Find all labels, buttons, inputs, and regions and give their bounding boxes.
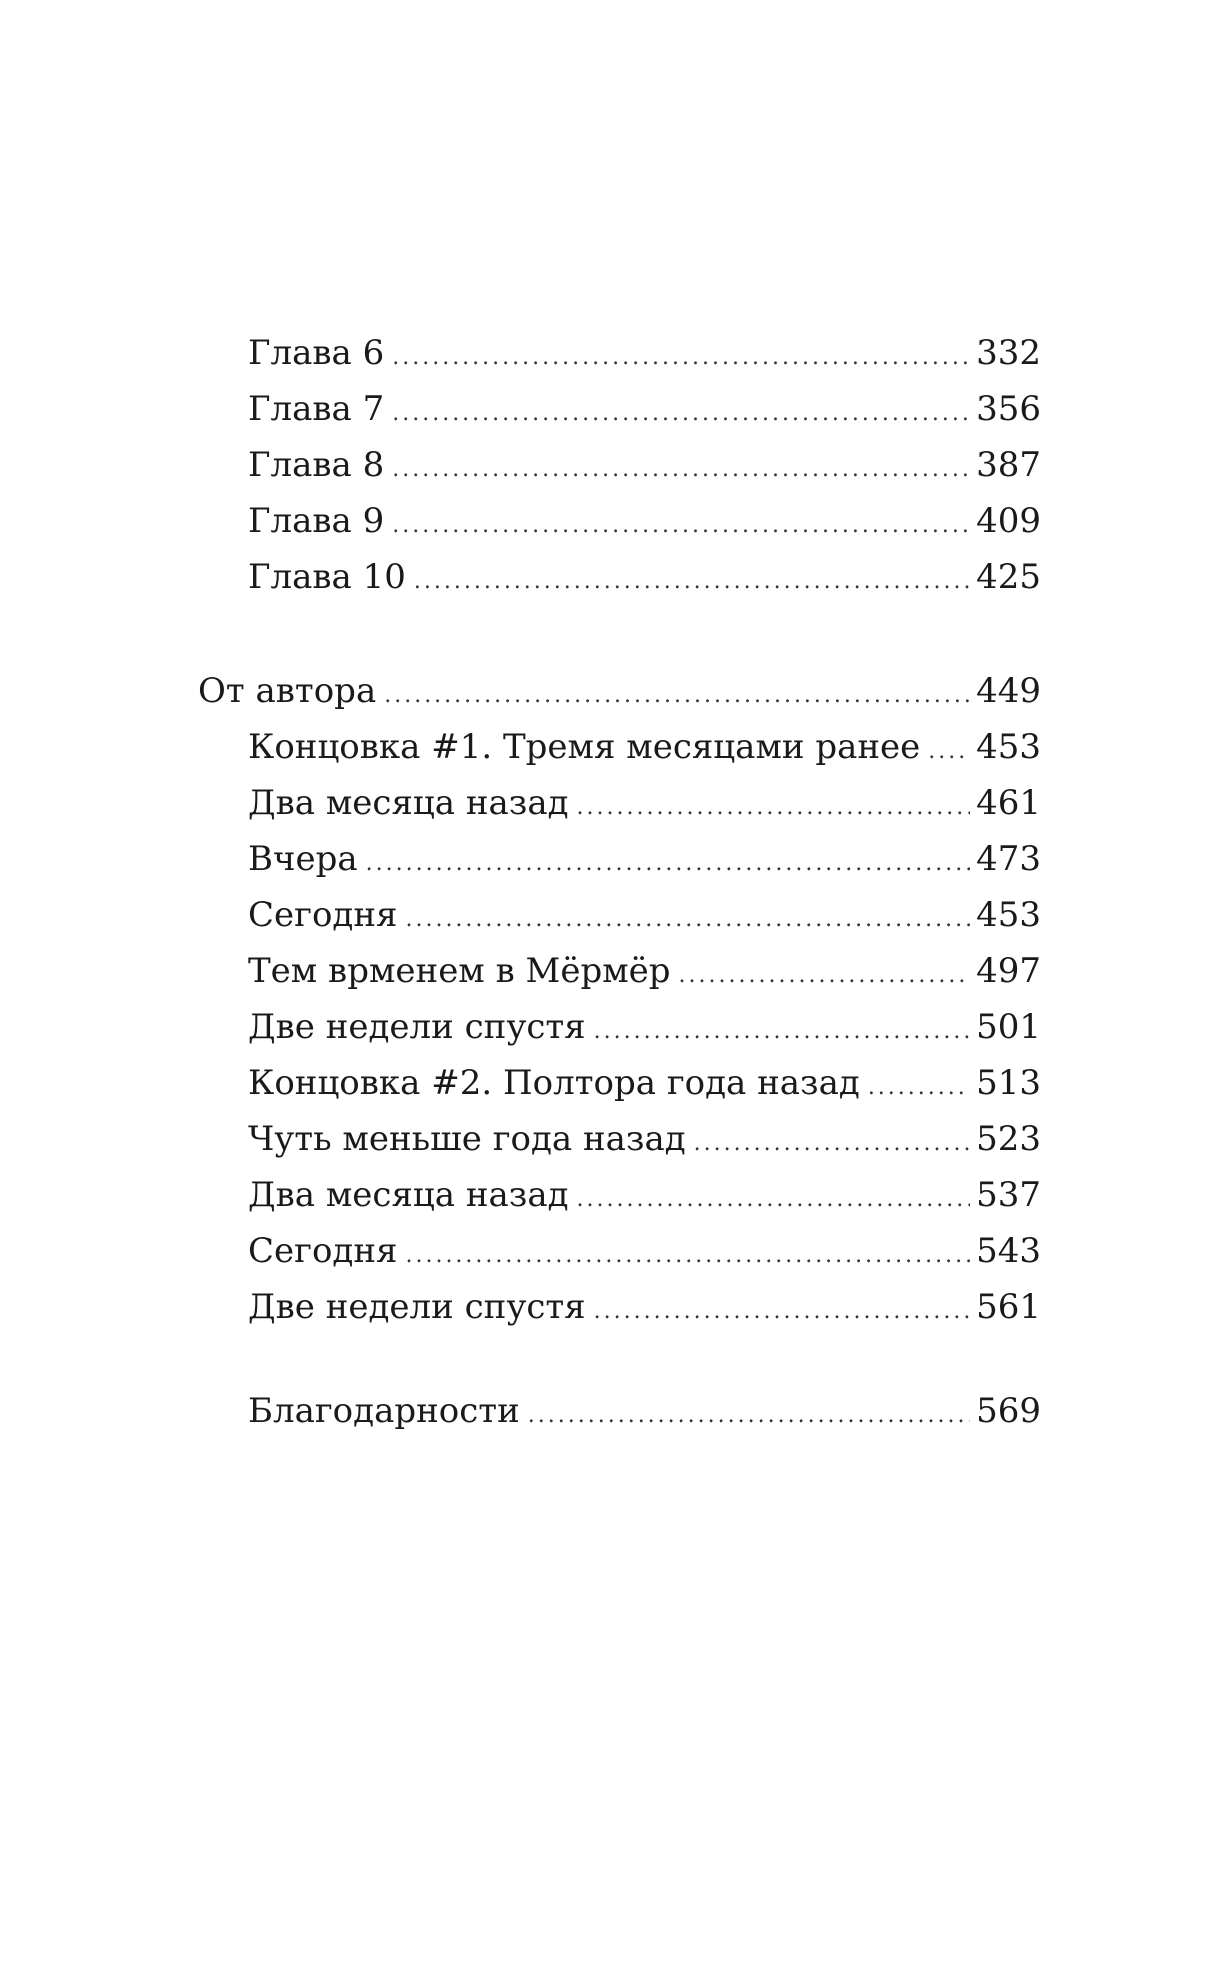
toc-group-chapters: [0, 325, 1231, 605]
dot-leader: [594, 1004, 970, 1060]
toc-entry[interactable]: [0, 1055, 1041, 1111]
toc-entry-page: 356: [976, 389, 1041, 429]
dot-leader: [928, 724, 970, 780]
toc-entry-page: 332: [976, 333, 1041, 373]
toc-entry-page: 561: [976, 1287, 1041, 1327]
toc-entry-title: Два месяца назад: [248, 783, 569, 823]
toc-entry-title: Вчера: [248, 839, 358, 879]
toc-entry[interactable]: [0, 1279, 1041, 1335]
toc-entry[interactable]: [0, 1167, 1041, 1223]
toc-entry-page: 461: [976, 783, 1041, 823]
toc-entry[interactable]: [0, 719, 1041, 775]
dot-leader: [577, 1172, 971, 1228]
toc-entry-title: Две недели спустя: [248, 1007, 586, 1047]
toc-entry-page: 543: [976, 1231, 1041, 1271]
toc-entry-page: 473: [976, 839, 1041, 879]
toc-entry-title: Чуть меньше года назад: [248, 1119, 686, 1159]
toc-group-acknowledgements: [0, 1383, 1231, 1439]
toc-group-author: [0, 663, 1231, 1335]
toc-heading-page: 449: [976, 671, 1041, 711]
dot-leader: [405, 1228, 970, 1284]
toc-entry-page: 497: [976, 951, 1041, 991]
dot-leader: [392, 442, 970, 498]
toc-entry-page: 501: [976, 1007, 1041, 1047]
toc-entry[interactable]: [0, 1383, 1041, 1439]
toc-heading-entry[interactable]: [0, 663, 1041, 719]
dot-leader: [577, 780, 971, 836]
dot-leader: [679, 948, 971, 1004]
dot-leader: [384, 668, 970, 724]
toc-entry-page: 513: [976, 1063, 1041, 1103]
toc-entry[interactable]: [0, 775, 1041, 831]
toc-entry-title: Глава 7: [248, 389, 385, 429]
toc-entry-title: Благодарности: [248, 1391, 520, 1431]
toc-entry[interactable]: [0, 325, 1041, 381]
dot-leader: [392, 330, 970, 386]
dot-leader: [366, 836, 970, 892]
toc-entry-title: Сегодня: [248, 1231, 398, 1271]
toc-entry[interactable]: [0, 437, 1041, 493]
toc-entry-page: 537: [976, 1175, 1041, 1215]
toc-entry[interactable]: [0, 493, 1041, 549]
toc-entry-title: Тем врменем в Мёрмёр: [248, 951, 671, 991]
toc-heading-title: От автора: [198, 671, 377, 711]
toc-entry[interactable]: [0, 943, 1041, 999]
dot-leader: [414, 554, 970, 610]
toc-entry[interactable]: [0, 1223, 1041, 1279]
dot-leader: [694, 1116, 970, 1172]
toc-entry-title: Концовка #2. Полтора года назад: [248, 1063, 860, 1103]
dot-leader: [405, 892, 970, 948]
toc-entry[interactable]: [0, 549, 1041, 605]
dot-leader: [528, 1388, 970, 1444]
toc-entry-page: 523: [976, 1119, 1041, 1159]
toc-entry-page: 409: [976, 501, 1041, 541]
toc-entry-title: Два месяца назад: [248, 1175, 569, 1215]
toc-entry[interactable]: [0, 831, 1041, 887]
toc-entry[interactable]: [0, 381, 1041, 437]
toc-entry-title: Глава 8: [248, 445, 385, 485]
toc-entry-page: 425: [976, 557, 1041, 597]
toc-entry-title: Глава 9: [248, 501, 385, 541]
dot-leader: [392, 386, 970, 442]
dot-leader: [392, 498, 970, 554]
toc-entry-title: Две недели спустя: [248, 1287, 586, 1327]
toc-entry-title: Глава 6: [248, 333, 385, 373]
toc-entry[interactable]: [0, 887, 1041, 943]
toc-entry-page: 453: [976, 727, 1041, 767]
toc-entry-page: 453: [976, 895, 1041, 935]
toc-entry-title: Глава 10: [248, 557, 406, 597]
toc-entry-title: Концовка #1. Тремя месяцами ранее: [248, 727, 921, 767]
toc-entry[interactable]: [0, 999, 1041, 1055]
dot-leader: [594, 1284, 970, 1340]
toc-entry-page: 387: [976, 445, 1041, 485]
toc-entry-title: Сегодня: [248, 895, 398, 935]
toc-entry[interactable]: [0, 1111, 1041, 1167]
dot-leader: [868, 1060, 970, 1116]
toc-entry-page: 569: [976, 1391, 1041, 1431]
